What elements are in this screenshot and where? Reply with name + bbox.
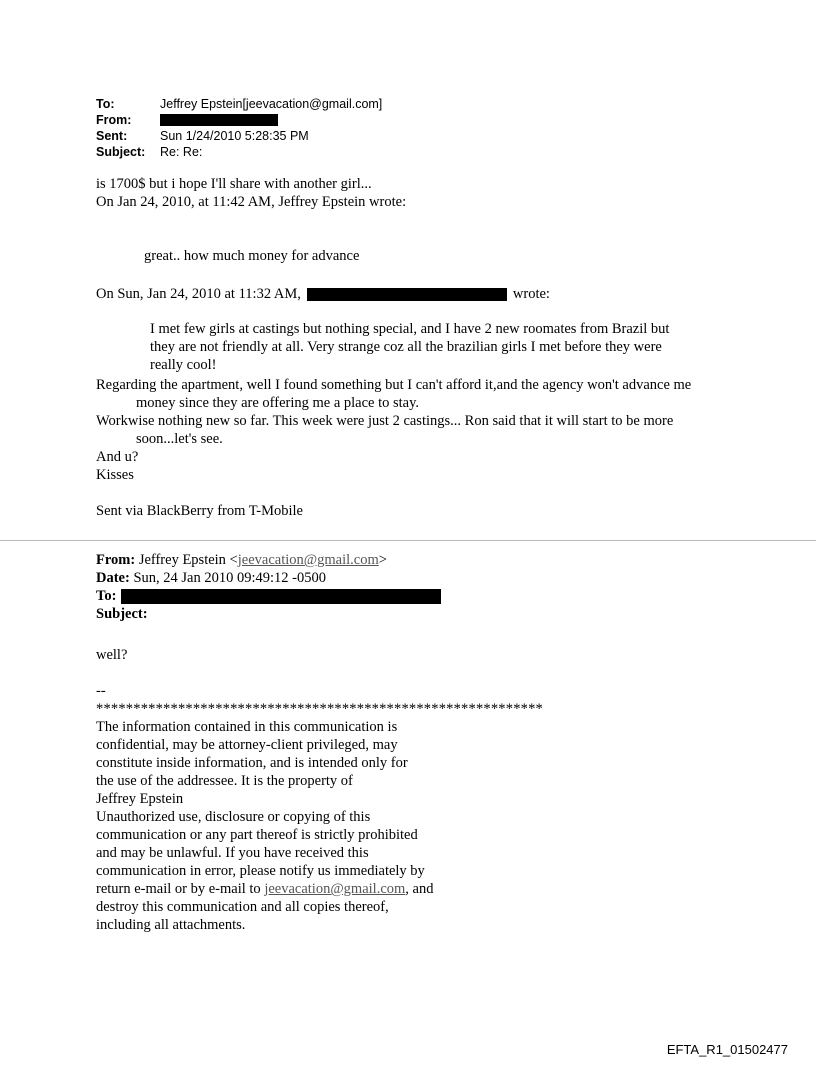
- to-row: [96, 96, 382, 112]
- original-subject-row: [96, 605, 441, 623]
- stars-line: ************************************************************: [96, 701, 543, 717]
- reply-intro: [96, 175, 406, 211]
- subject-row: [96, 144, 382, 160]
- disclaimer-line: confidential, may be attorney-client privileged, may: [96, 737, 398, 753]
- disclaimer-line: [96, 880, 433, 898]
- return-prefix: return e-mail or by e-mail to: [96, 881, 265, 897]
- nested-paragraph: Regarding the apartment, well I found something but I can't afford it,and the agency won't advance me money since they are offering me a place to stay.: [96, 377, 692, 411]
- subject-label: Subject:: [96, 145, 146, 159]
- sent-label: Sent:: [96, 129, 128, 143]
- disclaimer-line: Unauthorized use, disclosure or copying of this: [96, 809, 371, 825]
- return-email-link[interactable]: jeevacation@gmail.com: [264, 881, 406, 897]
- original-from-row: [96, 551, 441, 569]
- email-header: [96, 96, 382, 160]
- redaction-bar: [160, 114, 278, 126]
- redaction-bar: [121, 589, 441, 604]
- to-value: Jeffrey Epstein[jeevacation@gmail.com]: [160, 97, 383, 111]
- from-close: >: [378, 552, 387, 568]
- to-label: To:: [96, 97, 115, 111]
- redaction-bar: [307, 288, 507, 301]
- original-header: [96, 551, 441, 623]
- disclaimer-line: communication in error, please notify us immediately by: [96, 863, 425, 879]
- subject-value: Re: Re:: [160, 145, 203, 159]
- disclaimer-line: including all attachments.: [96, 917, 246, 933]
- nested-attribution: [96, 285, 550, 303]
- quote-attribution: On Jan 24, 2010, at 11:42 AM, Jeffrey Epstein wrote:: [96, 194, 407, 210]
- disclaimer-line: constitute inside information, and is intended only for: [96, 755, 408, 771]
- nested-paragraph: Workwise nothing new so far. This week were just 2 castings... Ron said that it will start to be more soon...let's see.: [96, 413, 674, 447]
- document-id: EFTA_R1_01502477: [666, 1042, 788, 1057]
- nested-paragraph: I met few girls at castings but nothing special, and I have 2 new roomates from Brazil but they are not friendly at all. Very strange coz all the brazilian girls I met before they were really cool!: [150, 321, 670, 373]
- from-email-link[interactable]: jeevacation@gmail.com: [237, 552, 379, 568]
- sent-value: Sun 1/24/2010 5:28:35 PM: [160, 129, 309, 143]
- original-message: well?: [96, 647, 128, 663]
- quoted-message: great.. how much money for advance: [144, 248, 360, 264]
- body-line: Kisses: [96, 467, 134, 483]
- nested-block: [96, 376, 706, 484]
- subject-label: Subject:: [96, 606, 148, 622]
- disclaimer: [96, 718, 433, 934]
- from-row: [96, 112, 382, 128]
- divider: [0, 540, 816, 541]
- body-line: And u?: [96, 449, 139, 465]
- date-value: Sun, 24 Jan 2010 09:49:12 -0500: [133, 570, 326, 586]
- attribution-suffix: wrote:: [512, 286, 550, 302]
- dashes: --: [96, 683, 106, 699]
- from-label: From:: [96, 113, 132, 127]
- sent-row: [96, 128, 382, 144]
- to-label: To:: [96, 588, 117, 604]
- disclaimer-line: and may be unlawful. If you have received this: [96, 845, 369, 861]
- disclaimer-line: Jeffrey Epstein: [96, 791, 184, 807]
- disclaimer-line: communication or any part thereof is strictly prohibited: [96, 827, 418, 843]
- return-suffix: , and: [405, 881, 434, 897]
- from-label: From:: [96, 552, 136, 568]
- attribution-prefix: On Sun, Jan 24, 2010 at 11:32 AM,: [96, 286, 301, 302]
- signature: Sent via BlackBerry from T-Mobile: [96, 503, 303, 519]
- date-label: Date:: [96, 570, 130, 586]
- from-name: Jeffrey Epstein <: [138, 552, 238, 568]
- signature-separator: [96, 682, 543, 718]
- disclaimer-line: The information contained in this communication is: [96, 719, 398, 735]
- original-date-row: [96, 569, 441, 587]
- body-line: is 1700$ but i hope I'll share with another girl...: [96, 176, 372, 192]
- original-to-row: [96, 587, 441, 605]
- disclaimer-line: the use of the addressee. It is the property of: [96, 773, 353, 789]
- disclaimer-line: destroy this communication and all copies thereof,: [96, 899, 389, 915]
